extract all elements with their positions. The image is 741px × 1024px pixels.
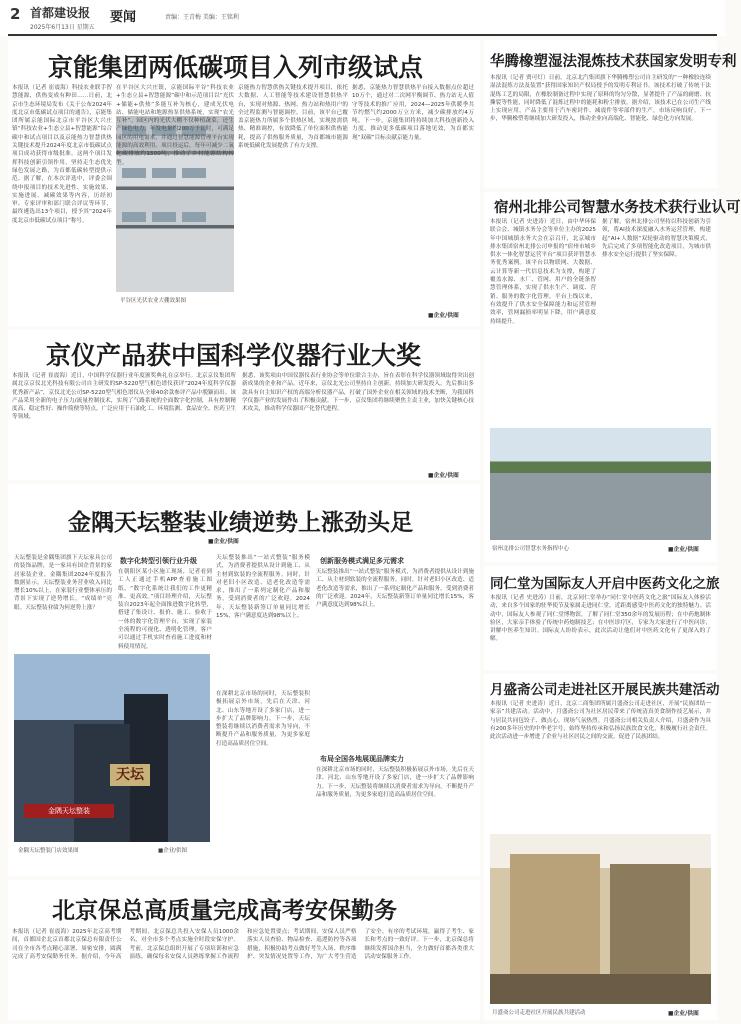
- headline-yuexiangzhai: 月盛斋公司走进社区开展民族共建活动: [490, 682, 720, 698]
- jinyu-body-2: 天坛整装推出“一站式整装”服务模式，为消费者提供从设计到施工、从主材到软装的全流程服务。同时，针对老旧小区改造、适老化改造等需求，推出了一系列定制化产品和服务，受到消费者的广泛欢迎。2024年，天坛整装新签订单量同比增长15%，客户满意度达到98%以上。: [316, 569, 474, 609]
- jinyu-credit: ■企业/供图: [208, 539, 239, 545]
- jinyu-photo-credit: ■企业/供图: [158, 848, 188, 854]
- yuexiangzhai-body: 本报讯（记者 史进涛）近日，北京二商集团所属月盛斋公司走进社区，开展“民族团结一家亲”共建活动。活动中，月盛斋公司为社区居民带来了传统清真美食制作技艺展示，并与居民共同包饺子、做点心，现场气氛热烈。月盛斋公司相关负责人介绍，月盛斋作为具有200多年历史的中华老字号，始终坚持传承和弘扬民族饮食文化，积极履行社会责任。此次活动进一步增进了企业与社区居民之间的交流，促进了民族团结。: [490, 701, 711, 741]
- beipai-col-2: 据了解，宿州北排公司坚持以科技创新为引领，将AI技术深度融入水务运营管理，构建起“AI+人数据”双轮驱动的智慧决策模式，先后完成了多项智能化改造项目，为城市供排水安全运行提供了坚实保障。: [602, 219, 711, 259]
- article-jingneng: [8, 40, 480, 326]
- headline-beishen: 华腾橡塑湿法混炼技术获国家发明专利: [490, 53, 737, 70]
- masthead: [0, 0, 725, 36]
- article-jingyi: [8, 330, 480, 480]
- jingneng-col-4: 据悉，京能热力智慧供热平台接入数据点位超过10万个，通过对二次网平衡调节、热力站无人值守等技术的推广应用，2024—2025年供暖季共节约燃气约2000万立方米，减少碳排放约4万吨。下一步，京能集团将持续加大科技创新投入力度，推动更多低碳项目落地见效，为首都实现“双碳”目标贡献京能力量。: [352, 85, 474, 141]
- jinyu-body-3b: 在深耕北京市场的同时，天坛整装积极拓展京外市场，先后在天津、河北、山东等地开设了多家门店，进一步扩大了品牌影响力。下一步，天坛整装将继续以消费者需求为导向，不断提升产品和服务质量，为更多家庭打造高品质居住空间。: [216, 691, 310, 747]
- jinyu-intro: 天坛整装是金隅集团旗下天坛家具公司的装饰品牌，是一家具有国企背景的家居家装企业。金隅集团2024年度报告数据显示，天坛整装业务营业收入同比增长10%以上，在家装行业整体承压的背景下实现了逆势增长，“成绩单”亮眼。天坛整装业绩为何逆势上涨？: [14, 555, 112, 611]
- jinyu-body-1: 在朝阳区某小区施工现场，记者看到工人正通过手机APP查看施工图纸，“数字化系统让我们的工作更精准、更高效。”项目经理介绍，天坛整装自2023年起全面推进数字化转型，搭建了集设计、报价、施工、验收于一体的数字化管理平台，实现了家装全流程的可视化、透明化管理。客户可以通过手机实时查看施工进度和材料使用情况。: [118, 569, 212, 650]
- headline-jinyu: 金隅天坛整装业绩逆势上涨劲头足: [68, 509, 413, 536]
- jingyi-body-1: 本报讯（记者 崔震海）近日，中国科学仪器行业年度颁奖典礼在京举行。北京京仪集团所属北京京仪北光科技有限公司自主研发的SP-5220型气相色谱仪获评“2024年度科学仪器优秀新产品”，京仪北光公司SP-5220型气相色谱仪从全球40余款参评产品中脱颖而出。该产品采用全新的电子压力/流量控制技术，实现了气路系统的全面数字化控制，具有控制精度高、稳定性好、操作简便等特点，广泛应用于石油化工、环境监测、食品安全、医药卫生等领域。: [12, 373, 236, 421]
- article-gaokao: [8, 880, 480, 1020]
- tongrentang-body: 本报讯（记者 史进涛）日前，北京同仁堂举办“同仁堂中医药文化之旅”国际友人体验活动，来自多个国家的驻华使节及家属走进同仁堂，近距离感受中医药文化的独特魅力。活动中，国际友人参观了同仁堂博物馆，了解了同仁堂350余年的发展历程；在中药炮制体验区，大家亲手体验了传统中药炮制技艺；在中医诊疗区，专家为大家进行了中医问诊，讲解中医养生知识。国际友人纷纷表示，此次活动让他们对中医药文化有了更深入的了解。: [490, 595, 711, 643]
- paper-name: 首都建设报: [30, 6, 91, 20]
- headline-jingyi: 京仪产品获中国科学仪器行业大奖: [46, 341, 422, 370]
- headline-jingneng: 京能集团两低碳项目入列市级试点: [48, 53, 424, 82]
- jinyu-caption: 金隅天坛整装门店效果图: [18, 848, 79, 854]
- article-jinyu: [8, 484, 480, 876]
- masthead-rule: [8, 34, 717, 36]
- article-yuexiangzhai: [484, 674, 720, 1020]
- jingyi-body-2: 据悉，该奖项由中国仪器仪表行业协会等单位联合主办，旨在表彰在科学仪器领域取得突出创新成果的企业和产品。近年来，京仪北光公司坚持自主创新，持续加大研发投入，先后推出多款具有自主知识产权的高端分析仪器产品，打破了国外企业在相关领域的技术垄断，为我国科学仪器产业的发展作出了积极贡献。下一步，京仪集团将继续聚焦主责主业，加快关键核心技术攻关，推动科学仪器国产化替代进程。: [242, 373, 474, 413]
- gaokao-body: 本报讯（记者 崔震海）2025年北京高考期间，首都国企北京首都北京保总有限责任公司在全市各考点精心部署、周密安排，圆满完成了高考安保勤务任务。据介绍，今年高考期间，北京保总共投入安保人员1000余名，对全市多个考点实施全时段安保守护。考前，北京保总组织开展了专项培训和应急演练，确保每名安保人员熟练掌握工作流程和应急处置要点；考试期间，安保人员严格落实人员查验、物品检查、巡逻防控等各项措施，积极协助考点做好考生入场、秩序维护、突发情况处置等工作，为广大考生营造了安全、有序的考试环境，赢得了考生、家长和考点的一致好评。下一步，北京保总将继续发挥国企担当，全力做好首都各类重大活动安保服务工作。: [12, 929, 474, 960]
- jinyu-body-3: 在深耕北京市场的同时，天坛整装积极拓展京外市场，先后在天津、河北、山东等地开设了多家门店，进一步扩大了品牌影响力。下一步，天坛整装将继续以消费者需求为导向，不断提升产品和服务质量，为更多家庭打造高品质居住空间。: [316, 767, 474, 798]
- page-number: 2: [10, 5, 21, 23]
- yuexiangzhai-photo: [490, 834, 711, 1004]
- jingneng-col-3: 京能热力智慧供热关键技术提升项目，依托大数据、人工智能等技术建设智慧供热平台，实现对热源、热网、热力站和热用户的全过程监测与智能调控。目前，该平台已覆盖京能热力所属多个供热区域，实现按需供热、精准调控，有效降低了单位面积供热能耗，提高了供热服务质量，为首都城市能源系统低碳化发展提供了有力支撑。: [238, 85, 348, 150]
- jinyu-photo: [14, 654, 210, 842]
- headline-beipai: 宿州北排公司智慧水务技术获行业认可: [494, 199, 741, 216]
- jinyu-sign: 天坛: [110, 764, 150, 786]
- jinyu-sub-3: 布局全国各地展现品牌实力: [320, 755, 404, 763]
- headline-gaokao: 北京保总高质量完成高考安保勤务: [52, 897, 397, 924]
- beishen-body: 本报讯（记者 贾可灯）日前，北京北汽集团旗下华腾橡塑公司自主研发的“一种橡胶连续湿法混炼方法及装置”获得国家知识产权局授予的发明专利证书。该技术打破了传统干法混炼工艺的局限，在橡胶制备过程中实现了原料的均匀分散，显著提升了产品的耐磨、抗撕裂等性能，同时降低了混炼过程中的能耗和粉尘排放。据介绍，该技术已在公司生产线上实现应用，产品主要用于汽车密封件、减震件等零部件的生产，市场反响良好。下一步，华腾橡塑将继续加大研发投入，推动企业向高端化、智能化、绿色化方向发展。: [490, 75, 711, 123]
- beipai-col-1: 本报讯（记者 史进涛）近日，由中华环保联合会、城镇水务分会等单位主办的2025年中国城镇水务大会在京召开，北京城市排水集团宿州北排公司申报的“宿州市城乡供水一体化智慧运营平台”项目获评智慧水务优秀案例。该平台以物联网、大数据、云计算等新一代信息技术为支撑，构建了覆盖水源、水厂、管网、用户的全链条智慧管理体系，实现了供水生产、调度、营销、服务的数字化管理。平台上线以来，有效提升了供水安全保障能力和运营管理效率，管网漏损率明显下降，用户满意度持续提升。: [490, 219, 596, 325]
- article-beishen: [484, 40, 737, 188]
- beipai-caption: 宿州北排公司智慧水务指挥中心: [492, 546, 570, 552]
- issue-date: 2025年6月13日 星期五: [30, 24, 95, 31]
- jingneng-credit: ■企业/供图: [428, 313, 459, 319]
- beipai-credit: ■企业/供图: [668, 547, 699, 553]
- section-title: 要闻: [110, 10, 137, 25]
- headline-tongrentang: 同仁堂为国际友人开启中医药文化之旅: [490, 576, 720, 592]
- editors: 责编：王青梅 美编：王铭利: [165, 14, 239, 21]
- beipai-photo: [490, 428, 711, 540]
- jingneng-col-2: 在平谷区大兴庄镇，京能国际平谷“科技农业+生态立县+智慧能源”碳中和示范项目以“光伏+储能+供热”多能互补为核心，建成光伏电站、储能电站和地源热泵供热系统，实现“农光互补”。园区内的光伏大棚不仅种植蔬菜，还生产绿色电力，年发电量约200万千瓦时，可满足园区的用电需求，并通过智慧能源管理平台实现能源的高效利用。项目投运后，每年可减少二氧化碳排放约1500吨，推动了乡村能源结构转型。: [116, 85, 234, 166]
- article-beipai: [484, 192, 741, 562]
- jinyu-store-sign: 金隅天坛整装: [24, 804, 114, 818]
- jinyu-body-1b: 天坛整装推出“一站式整装”服务模式，为消费者提供从设计到施工、从主材到软装的全流程服务。同时，针对老旧小区改造、适老化改造等需求，推出了一系列定制化产品和服务，受到消费者的广泛欢迎。2024年，天坛整装新签订单量同比增长15%，客户满意度达到98%以上。: [216, 555, 310, 620]
- jinyu-sub-1: 数字化转型引领行业升级: [120, 557, 197, 565]
- yuexiangzhai-credit: ■企业/供图: [668, 1011, 699, 1017]
- article-tongrentang: [484, 566, 720, 670]
- yuexiangzhai-caption: 月盛斋公司走进社区开展民族共建活动: [492, 1010, 586, 1016]
- jingneng-caption: 平谷区光伏农业大棚效果图: [120, 298, 187, 304]
- jinyu-sub-2: 创新服务模式满足多元需求: [320, 557, 404, 565]
- jingneng-col-1: 本报讯（记者 崔震海）科技农业联手智慧能源，供热变成有种田……日前，北京市生态环境局发布《关于公布2024年度北京市低碳试点项目的通告》，京能集团所属京能国际北京市平谷区大兴庄镇“科技农业+生态立县+智慧能源”综合碳中和试点项目以及京能热力智慧供热关键技术提升2024年度北京市低碳试点项目成功获得市级批准。这两个项目发挥科技创新引领作用，坚持走生态优先绿色发展之路，为首都低碳转型提供示范。据了解，在本次评选中，评委会围绕申报项目的技术先进性、实施效果、实施进展、减碳效果等内容，历经初审、专家评审和部门联合评议等环节，最终遴选出13个项目，授予其“2024年度北京市低碳试点项目”称号。: [12, 85, 112, 224]
- jingyi-credit: ■企业/供图: [428, 473, 459, 479]
